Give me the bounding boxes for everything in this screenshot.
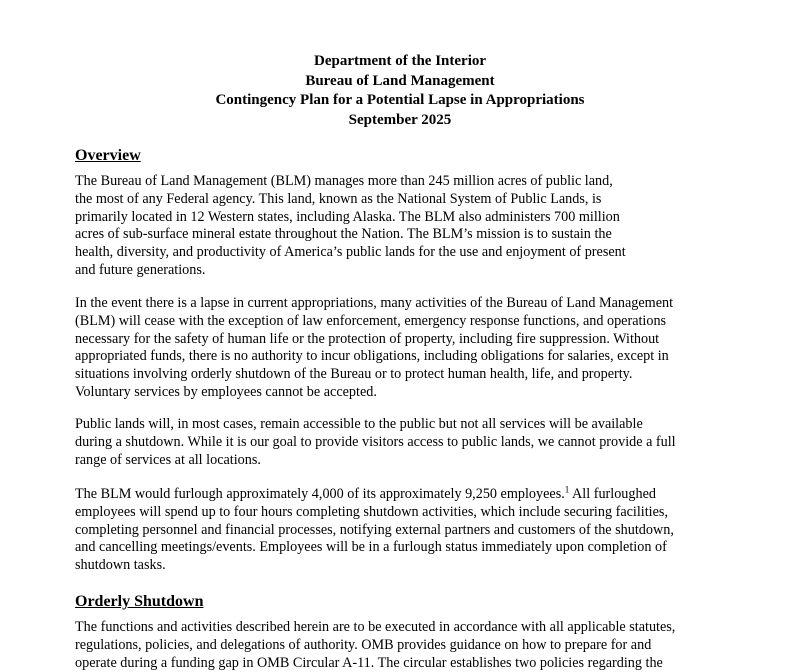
- paragraph-line: the most of any Federal agency. This land, known as the National System of Public Lands, is: [75, 190, 602, 207]
- plan-date: September 2025: [348, 111, 452, 128]
- overview-paragraph-1: [75, 173, 735, 280]
- furlough-sentence: The BLM would furlough approximately 4,000 of its approximately 9,250 employees.: [75, 486, 565, 502]
- paragraph-line: operate during a funding gap in OMB Circular A-11. The circular establishes two policies regarding the: [75, 654, 663, 671]
- orderly-shutdown-paragraph-1: [75, 619, 735, 672]
- paragraph-line: situations involving orderly shutdown of the Bureau or to protect human health, life, and property.: [75, 366, 633, 383]
- paragraph-line: shutdown tasks.: [75, 557, 166, 574]
- paragraph-line: Voluntary services by employees cannot be accepted.: [75, 383, 377, 400]
- department-title: Department of the Interior: [313, 53, 487, 69]
- paragraph-line: Public lands will, in most cases, remain accessible to the public but not all services will be available: [75, 416, 643, 432]
- paragraph-line: acres of sub-surface mineral estate throughout the Nation. The BLM’s mission is to sustain the: [75, 226, 612, 243]
- overview-paragraph-3: [75, 416, 735, 469]
- paragraph-line: The Bureau of Land Management (BLM) manages more than 245 million acres of public land,: [75, 173, 613, 189]
- paragraph-line: [75, 486, 735, 504]
- plan-title: Contingency Plan for a Potential Lapse in Appropriations: [215, 92, 585, 108]
- footnote-marker[interactable]: 1: [564, 484, 570, 495]
- bureau-title: Bureau of Land Management: [305, 72, 495, 89]
- paragraph-line: The functions and activities described herein are to be executed in accordance with all applicable statutes,: [75, 619, 676, 635]
- paragraph-line: primarily located in 12 Western states, including Alaska. The BLM also administers 700 million: [75, 208, 620, 225]
- paragraph-line: during a shutdown. While it is our goal to provide visitors access to public lands, we cannot provide a full: [75, 433, 676, 450]
- paragraph-line: (BLM) will cease with the exception of law enforcement, emergency response functions, and operations: [75, 312, 667, 329]
- paragraph-line: necessary for the safety of human life or the protection of property, including fire suppression. Without: [75, 330, 660, 347]
- paragraph-line: and cancelling meetings/events. Employees will be in a furlough status immediately upon completion of: [75, 539, 667, 556]
- overview-paragraph-2: [75, 295, 735, 402]
- paragraph-line: employees will spend up to four hours completing shutdown activities, which include securing facilities,: [75, 503, 668, 520]
- orderly-shutdown-heading: Orderly Shutdown: [75, 593, 204, 610]
- paragraph-line: In the event there is a lapse in current appropriations, many activities of the Bureau of Land Management: [75, 295, 674, 311]
- paragraph-line: range of services at all locations.: [75, 451, 261, 468]
- paragraph-line: health, diversity, and productivity of America’s public lands for the use and enjoyment of present: [75, 244, 626, 261]
- paragraph-line: regulations, policies, and delegations of authority. OMB provides guidance on how to prepare for and: [75, 636, 652, 653]
- furlough-sentence-tail: All furloughed: [569, 486, 656, 502]
- paragraph-line: and future generations.: [75, 261, 206, 278]
- overview-heading: Overview: [75, 147, 141, 164]
- overview-paragraph-4: [75, 486, 735, 575]
- paragraph-line: appropriated funds, there is no authority to incur obligations, including obligations for salaries, except in: [75, 348, 669, 365]
- document-title-block: [0, 52, 800, 130]
- paragraph-line: completing personnel and financial processes, notifying external partners and customers of the shutdown,: [75, 521, 674, 538]
